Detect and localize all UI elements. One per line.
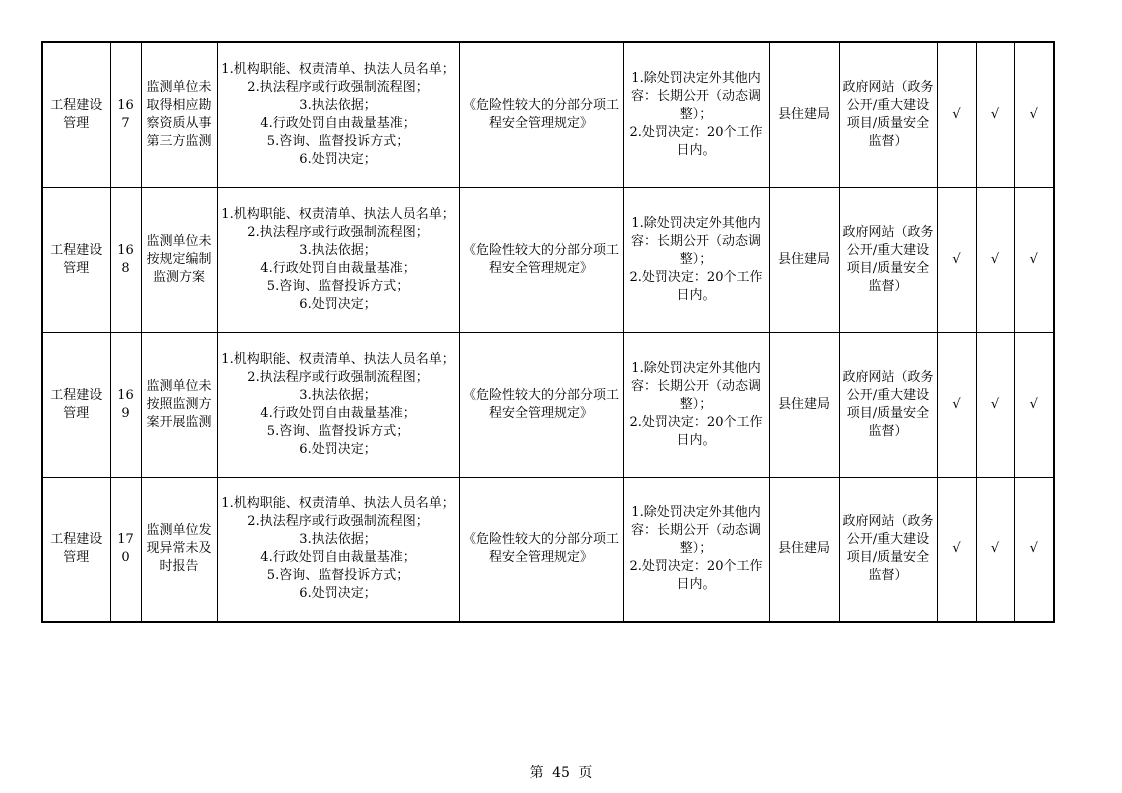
page-number: 第 45 页 — [529, 765, 593, 781]
cell-category: 工程建设管理 — [42, 477, 110, 622]
content-line: 1.机构职能、权责清单、执法人员名单； — [221, 496, 455, 512]
check-mark: √ — [937, 42, 976, 187]
cell-timing — [623, 332, 769, 477]
cell-item: 监测单位未按照监测方案开展监测 — [141, 332, 217, 477]
content-line: 3.执法依据； — [299, 387, 377, 403]
cell-subject: 县住建局 — [769, 332, 839, 477]
content-line: 5.咨询、监督投诉方式； — [266, 278, 410, 294]
content-line: 6.处罚决定； — [299, 441, 377, 457]
cell-channel: 政府网站（政务公开/重大建设项目/质量安全监督） — [839, 477, 937, 622]
check-mark: √ — [976, 42, 1014, 187]
cell-timing — [623, 477, 769, 622]
content-line: 3.执法依据； — [299, 242, 377, 258]
content-line: 2.执法程序或行政强制流程图； — [247, 369, 429, 385]
content-line: 4.行政处罚自由裁量基准； — [260, 260, 416, 276]
check-mark: √ — [976, 477, 1014, 622]
content-line: 2.执法程序或行政强制流程图； — [247, 514, 429, 530]
timing-line: 2.处罚决定：20个工作日内。 — [629, 124, 763, 158]
cell-basis: 《危险性较大的分部分项工程安全管理规定》 — [459, 477, 623, 622]
cell-number: 167 — [110, 42, 141, 187]
table-row — [42, 42, 1054, 187]
content-line: 4.行政处罚自由裁量基准； — [260, 550, 416, 566]
cell-item: 监测单位发现异常未及时报告 — [141, 477, 217, 622]
cell-number: 169 — [110, 332, 141, 477]
check-mark: √ — [1014, 42, 1054, 187]
disclosure-table — [41, 41, 1055, 623]
cell-content — [217, 332, 459, 477]
cell-basis: 《危险性较大的分部分项工程安全管理规定》 — [459, 332, 623, 477]
table-row — [42, 187, 1054, 332]
content-line: 1.机构职能、权责清单、执法人员名单； — [221, 206, 455, 222]
cell-channel: 政府网站（政务公开/重大建设项目/质量安全监督） — [839, 42, 937, 187]
content-line: 5.咨询、监督投诉方式； — [266, 568, 410, 584]
content-line: 3.执法依据； — [299, 532, 377, 548]
content-line: 4.行政处罚自由裁量基准； — [260, 405, 416, 421]
content-line: 1.机构职能、权责清单、执法人员名单； — [221, 61, 455, 77]
table-row — [42, 477, 1054, 622]
cell-category: 工程建设管理 — [42, 332, 110, 477]
content-line: 2.执法程序或行政强制流程图； — [247, 79, 429, 95]
cell-timing — [623, 187, 769, 332]
content-line: 6.处罚决定； — [299, 151, 377, 167]
content-line: 4.行政处罚自由裁量基准； — [260, 115, 416, 131]
cell-basis: 《危险性较大的分部分项工程安全管理规定》 — [459, 187, 623, 332]
cell-content — [217, 477, 459, 622]
timing-line: 1.除处罚决定外其他内容：长期公开（动态调整）； — [630, 215, 761, 267]
content-line: 1.机构职能、权责清单、执法人员名单； — [221, 351, 455, 367]
content-line: 3.执法依据； — [299, 97, 377, 113]
cell-channel: 政府网站（政务公开/重大建设项目/质量安全监督） — [839, 332, 937, 477]
cell-subject: 县住建局 — [769, 477, 839, 622]
table-row — [42, 332, 1054, 477]
cell-timing — [623, 42, 769, 187]
cell-basis: 《危险性较大的分部分项工程安全管理规定》 — [459, 42, 623, 187]
check-mark: √ — [937, 332, 976, 477]
cell-category: 工程建设管理 — [42, 42, 110, 187]
check-mark: √ — [937, 477, 976, 622]
timing-line: 2.处罚决定：20个工作日内。 — [629, 414, 763, 448]
content-line: 2.执法程序或行政强制流程图； — [247, 224, 429, 240]
check-mark: √ — [1014, 187, 1054, 332]
timing-line: 2.处罚决定：20个工作日内。 — [629, 559, 763, 593]
cell-number: 168 — [110, 187, 141, 332]
check-mark: √ — [937, 187, 976, 332]
cell-content — [217, 42, 459, 187]
timing-line: 1.除处罚决定外其他内容：长期公开（动态调整）； — [630, 505, 761, 557]
cell-subject: 县住建局 — [769, 42, 839, 187]
cell-item: 监测单位未按规定编制监测方案 — [141, 187, 217, 332]
check-mark: √ — [1014, 332, 1054, 477]
timing-line: 1.除处罚决定外其他内容：长期公开（动态调整）； — [630, 70, 761, 122]
cell-number: 170 — [110, 477, 141, 622]
content-line: 5.咨询、监督投诉方式； — [266, 133, 410, 149]
cell-category: 工程建设管理 — [42, 187, 110, 332]
timing-line: 1.除处罚决定外其他内容：长期公开（动态调整）； — [630, 360, 761, 412]
content-line: 6.处罚决定； — [299, 296, 377, 312]
content-line: 5.咨询、监督投诉方式； — [266, 423, 410, 439]
cell-subject: 县住建局 — [769, 187, 839, 332]
check-mark: √ — [976, 332, 1014, 477]
check-mark: √ — [1014, 477, 1054, 622]
cell-channel: 政府网站（政务公开/重大建设项目/质量安全监督） — [839, 187, 937, 332]
cell-content — [217, 187, 459, 332]
check-mark: √ — [976, 187, 1014, 332]
timing-line: 2.处罚决定：20个工作日内。 — [629, 269, 763, 303]
table-body — [42, 42, 1054, 622]
content-line: 6.处罚决定； — [299, 586, 377, 602]
cell-item: 监测单位未取得相应勘察资质从事第三方监测 — [141, 42, 217, 187]
